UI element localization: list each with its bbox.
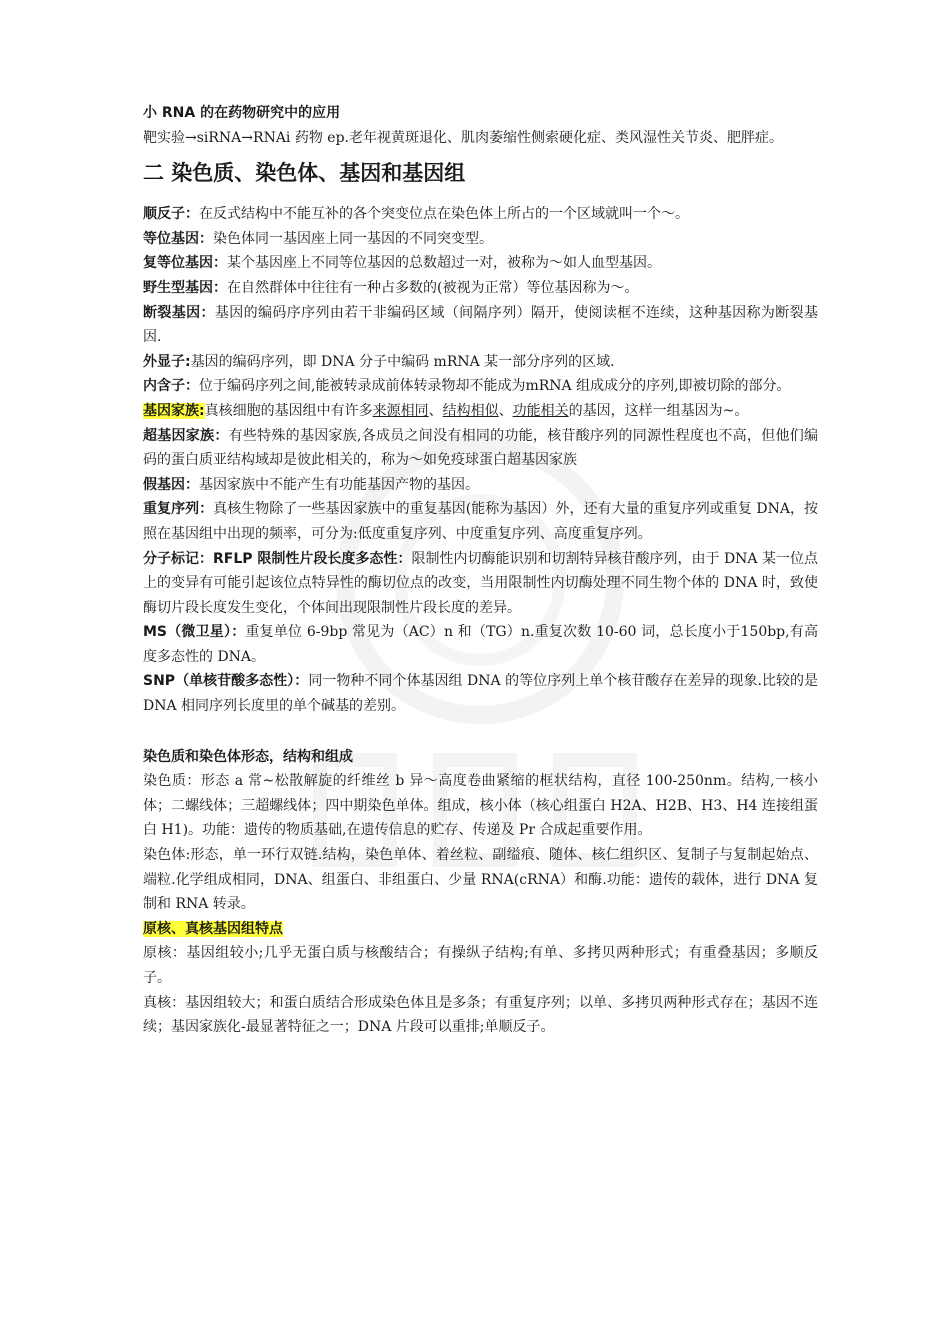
def-fudengwei — [143, 251, 818, 276]
definition-text: 某个基因座上不同等位基因的总数超过一对，被称为～如人血型基因。 — [227, 255, 661, 272]
definition-text: 染色体同一基因座上同一基因的不同突变型。 — [213, 230, 493, 247]
term: 重复序列： — [143, 501, 214, 518]
term: 断裂基因： — [143, 304, 215, 321]
underlined-phrase: 来源相同 — [372, 402, 429, 419]
definition-text: 基因的编码序序列由若干非编码区域（间隔序列）隔开，使阅读框不连续，这种基因称为断裂基因. — [143, 304, 819, 346]
def-ms — [143, 620, 818, 669]
def-rflp — [143, 547, 818, 621]
definition-text: 基因的编码序列，即 DNA 分子中编码 mRNA 某一部分序列的区域. — [190, 353, 615, 370]
term: 超基因家族： — [143, 427, 229, 444]
term: 复等位基因： — [143, 255, 227, 272]
highlighted-term: 基因家族: — [143, 402, 205, 419]
definition-text: 限制性内切酶能识别和切割特异核苷酸序列，由于 DNA 某一位点上的变异有可能引起该位点特异性的酶切位点的改变，当用限制性内切酶处理不同生物个体的 DNA 时，致使酶切片段长度发生变化，个体间出现限制性片段长度的差异。 — [143, 550, 819, 616]
def-chaojiyinjiazu — [143, 424, 818, 473]
term: 内含子： — [143, 378, 199, 395]
def-waixianzi — [143, 350, 818, 375]
section-title: 二 染色质、染色体、基因和基因组 — [143, 161, 466, 186]
definition-text: 有些特殊的基因家族,各成员之间没有相同的功能，核苷酸序列的同源性程度也不高，但他们编码的蛋白质亚结构域却是彼此相关的，称为～如免疫球蛋白超基因家族 — [143, 427, 819, 469]
chromosome-para: 染色体:形态，单一环行双链.结构，染色单体、着丝粒、副缢痕、随体、核仁组织区、复制子与复制起始点、端粒.化学组成相同，DNA、组蛋白、非组蛋白、少量 RNA(cRNA）和酶.功能：遗传的载体，进行 DNA 复制和 RNA 转录。 — [143, 847, 818, 913]
underlined-phrase: 结构相似 — [442, 402, 499, 419]
intro-title: 小 RNA 的在药物研究中的应用 — [143, 105, 341, 121]
chromatin-para: 染色质：形态 a 常~松散解旋的纤维丝 b 异～高度卷曲紧缩的框状结构，直径 100-250nm。结构,一核小体；二螺线体；三超螺线体；四中期染色单体。组成，核小体（核心组蛋白 H2A、H2B、H3、H4 连接组蛋白 H1)。功能：遗传的物质基础,在遗传信息的贮存、传递及 Pr 合成起重要作用。 — [143, 773, 818, 839]
eukaryote-para: 真核：基因组较大；和蛋白质结合形成染色体且是多条；有重复序列；以单、多拷贝两种形式存在；基因不连续；基因家族化-最显著特征之一；DNA 片段可以重排;单顺反子。 — [143, 994, 818, 1036]
def-chongfuxulie — [143, 497, 818, 546]
def-dengwei — [143, 227, 818, 252]
chromatin-title: 染色质和染色体形态，结构和组成 — [143, 748, 353, 765]
def-duanlie — [143, 301, 818, 350]
definition-text: 的基因，这样一组基因为~。 — [568, 402, 749, 419]
term: 分子标记：RFLP 限制性片段长度多态性： — [143, 550, 412, 567]
intro-body: 靶实验→siRNA→RNAi 药物 ep.老年视黄斑退化、肌肉萎缩性侧索硬化症、类风湿性关节炎、肥胖症。 — [143, 129, 783, 146]
spacer — [143, 719, 818, 745]
def-snp — [143, 669, 818, 718]
def-jiajiyin — [143, 473, 818, 498]
term: 等位基因： — [143, 230, 213, 247]
definition-text: 重复单位 6-9bp 常见为（AC）n 和（TG）n.重复次数 10-60 词，总长度小于150bp,有高度多态性的 DNA。 — [143, 624, 818, 665]
term: 顺反子： — [143, 206, 199, 223]
definition-text: 真核生物除了一些基因家族中的重复基因(能称为基因）外，还有大量的重复序列或重复 DNA，按照在基因组中出现的频率，可分为:低度重复序列、中度重复序列、高度重复序列。 — [143, 501, 819, 542]
definition-text: 在反式结构中不能互补的各个突变位点在染色体上所占的一个区域就叫一个～。 — [199, 206, 689, 223]
prokaryote-para: 原核：基因组较小;几乎无蛋白质与核酸结合；有操纵子结构;有单、多拷贝两种形式；有重叠基因；多顺反子。 — [143, 945, 818, 986]
underlined-phrase: 功能相关 — [512, 402, 569, 419]
def-yeshengxing — [143, 276, 818, 301]
def-neihanzi — [143, 374, 818, 399]
term: 假基因： — [143, 476, 199, 493]
definition-text: 位于编码序列之间,能被转录成前体转录物却不能成为mRNA 组成成分的序列,即被切除的部分。 — [199, 378, 791, 395]
term: 外显子: — [143, 353, 191, 370]
definition-text: 同一物种不同个体基因组 DNA 的等位序列上单个核苷酸存在差异的现象.比较的是 DNA 相同序列长度里的单个碱基的差别。 — [143, 673, 819, 715]
separator: 、 — [498, 402, 513, 419]
definition-text: 基因家族中不能产生有功能基因产物的基因。 — [199, 476, 479, 493]
term: MS（微卫星）： — [143, 624, 246, 641]
separator: 、 — [428, 402, 443, 419]
def-shunfanzi — [143, 202, 818, 227]
definition-text: 在自然群体中往往有一种占多数的(被视为正常）等位基因称为～。 — [227, 279, 639, 296]
def-jiyinjiazu — [143, 399, 818, 424]
term: SNP（单核苷酸多态性）： — [143, 673, 309, 690]
term: 野生型基因： — [143, 279, 227, 296]
genome-title-line — [143, 917, 818, 942]
genome-title: 原核、真核基因组特点 — [143, 920, 283, 937]
definition-text: 真核细胞的基因组中有许多 — [204, 402, 373, 419]
document-page — [143, 101, 818, 1040]
